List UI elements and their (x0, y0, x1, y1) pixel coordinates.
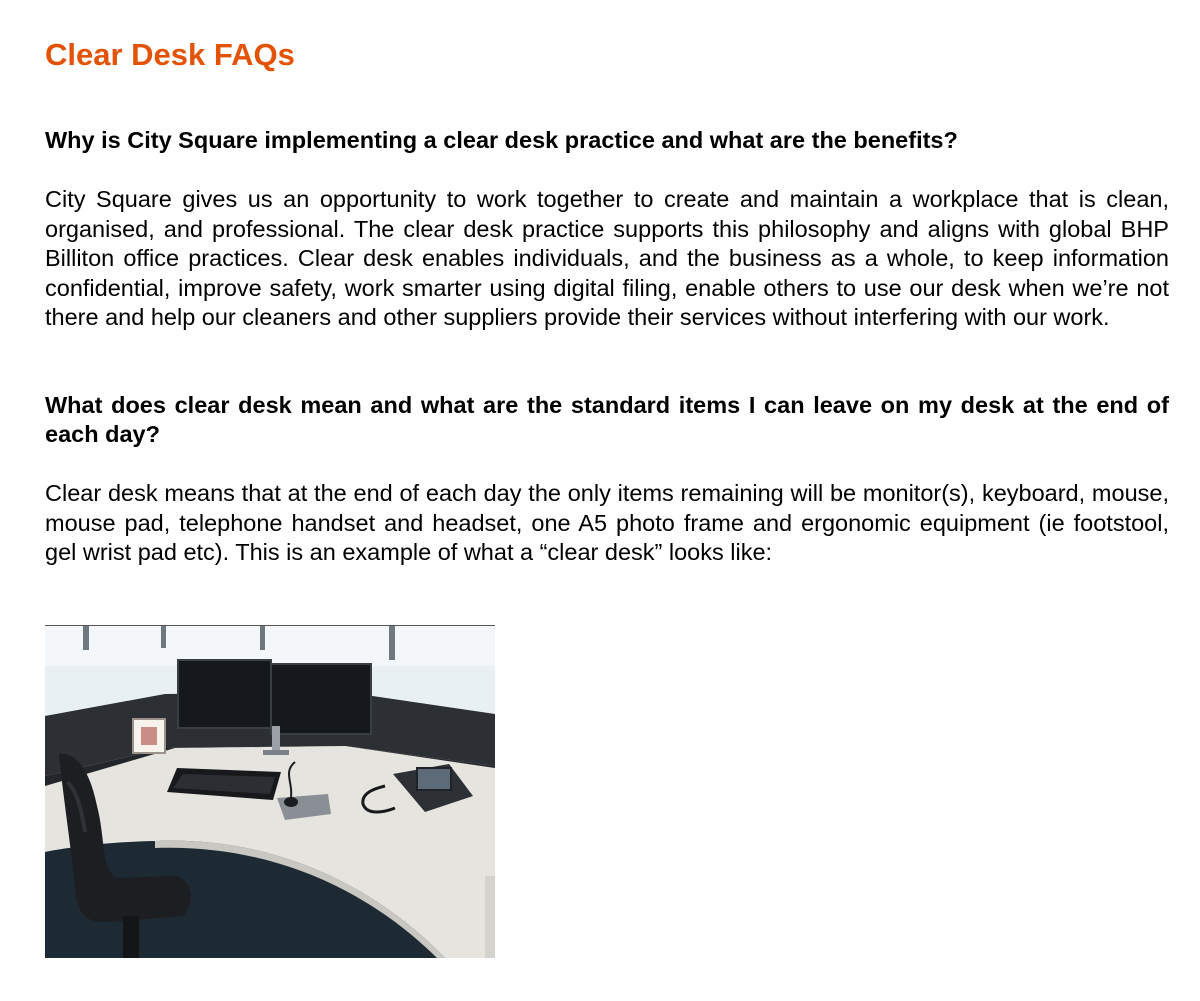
window-frame (83, 626, 89, 650)
faq-question-1: Why is City Square implementing a clear desk practice and what are the benefits? (45, 127, 958, 153)
monitor-right (271, 664, 371, 734)
page-title: Clear Desk FAQs (45, 37, 295, 72)
clear-desk-photo (45, 625, 495, 958)
faq-answer-1: City Square gives us an opportunity to work together to create and maintain a workplace that is clean, organised, and professional. The clear desk practice supports this philosophy and aligns with global BHP Billiton office practices. Clear desk enables individuals, and the business as a whole, to keep information confidential, improve safety, work smarter using digital filing, enable others to use our desk when we’re not there and help our cleaners and other suppliers provide their services without interfering with our work. (45, 186, 1169, 330)
mouse (284, 797, 298, 807)
faq-question-2: What does clear desk mean and what are the standard items I can leave on my desk at the end of each day? (45, 392, 1169, 447)
monitor-left (178, 660, 271, 728)
faq-answer-2: Clear desk means that at the end of each day the only items remaining will be monitor(s), keyboard, mouse, mouse pad, telephone handset and headset, one A5 photo frame and ergonomic equipment (ie footstool, gel wrist pad etc). This is an example of what a “clear desk” looks like: (45, 480, 1169, 565)
